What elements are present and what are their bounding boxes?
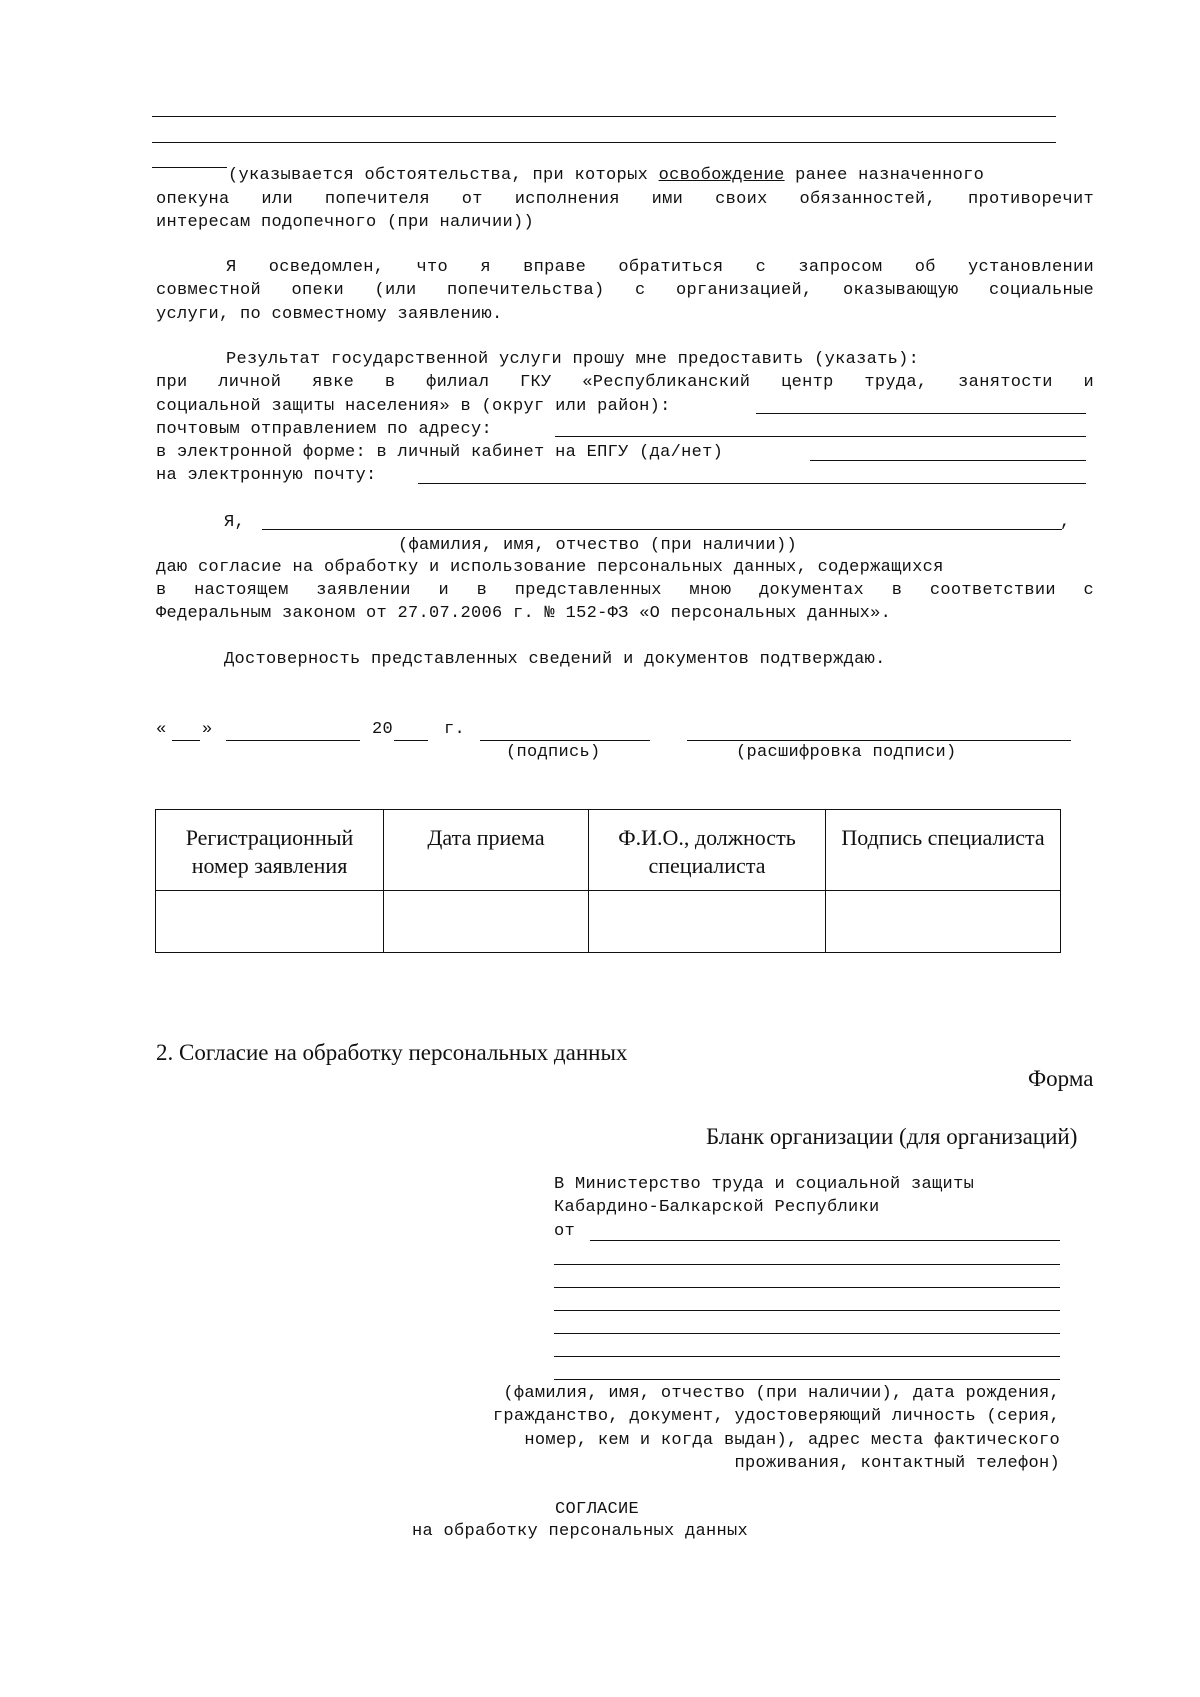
applicant-field[interactable] — [554, 1287, 1060, 1288]
form-label: Форма — [1028, 1066, 1094, 1091]
table-header-cell: Ф.И.О., должность специалиста — [589, 810, 826, 891]
applicant-caption-2: гражданство, документ, удостоверяющий личность (серия, — [492, 1407, 1060, 1426]
postal-address-field[interactable] — [555, 436, 1086, 437]
applicant-field[interactable] — [554, 1356, 1060, 1357]
table-cell[interactable] — [384, 891, 589, 953]
note-line-1 — [228, 166, 984, 185]
applicant-field[interactable] — [590, 1240, 1060, 1241]
signature-decode-caption: (расшифровка подписи) — [736, 743, 957, 762]
table-cell[interactable] — [156, 891, 384, 953]
consent-line-1: даю согласие на обработку и использование персональных данных, содержащихся — [156, 558, 944, 577]
date-open-quote: « — [156, 720, 167, 739]
email-field[interactable] — [418, 483, 1086, 484]
registration-table — [155, 809, 1061, 953]
consent-line-2: в настоящем заявлении и в представленных мною документах в соответствии с — [156, 581, 1094, 600]
year-suffix: г. — [444, 720, 466, 739]
note-underlined-text: освобождение — [658, 166, 785, 185]
applicant-field[interactable] — [554, 1264, 1060, 1265]
from-label: от — [554, 1222, 576, 1241]
consent-ya: Я, — [224, 513, 246, 532]
fio-caption: (фамилия, имя, отчество (при наличии)) — [398, 536, 798, 555]
addressee-line-1: В Министерство труда и социальной защиты — [554, 1175, 975, 1194]
applicant-field[interactable] — [554, 1310, 1060, 1311]
applicant-field[interactable] — [554, 1333, 1060, 1334]
year-field[interactable] — [394, 740, 428, 741]
date-close-quote: » — [202, 720, 213, 739]
fio-field[interactable] — [262, 529, 1062, 530]
result-line-3: социальной защиты населения» в (округ или район): — [156, 397, 671, 416]
blank-line — [152, 142, 1056, 143]
result-line-4: почтовым отправлением по адресу: — [156, 420, 493, 439]
applicant-caption-4: проживания, контактный телефон) — [734, 1454, 1060, 1473]
table-cell[interactable] — [589, 891, 826, 953]
signature-field[interactable] — [480, 740, 650, 741]
result-line-6: на электронную почту: — [156, 466, 377, 485]
consent-subtitle: на обработку персональных данных — [412, 1522, 749, 1541]
applicant-field[interactable] — [554, 1379, 1060, 1380]
epgu-field[interactable] — [810, 460, 1086, 461]
consent-comma: , — [1060, 513, 1071, 532]
table-header-cell: Дата приема — [384, 810, 589, 891]
note-text: ранее назначенного — [784, 166, 985, 185]
joint-line-1: Я осведомлен, что я вправе обратиться с запросом об установлении — [226, 258, 1094, 277]
note-line-2: опекуна или попечителя от исполнения ими своих обязанностей, противоречит — [156, 190, 1094, 209]
blank-line — [152, 116, 1056, 117]
note-line-3: интересам подопечного (при наличии)) — [156, 213, 535, 232]
result-line-5: в электронной форме: в личный кабинет на ЕПГУ (да/нет) — [156, 443, 724, 462]
result-line-1: Результат государственной услуги прошу мне предоставить (указать): — [226, 350, 920, 369]
confirm-line: Достоверность представленных сведений и документов подтверждаю. — [224, 650, 886, 669]
result-line-2: при личной явке в филиал ГКУ «Республиканский центр труда, занятости и — [156, 373, 1094, 392]
section-heading: 2. Согласие на обработку персональных данных — [156, 1040, 628, 1065]
applicant-caption-1: (фамилия, имя, отчество (при наличии), дата рождения, — [503, 1384, 1060, 1403]
table-row — [156, 891, 1061, 953]
district-field[interactable] — [756, 413, 1086, 414]
applicant-caption-3: номер, кем и когда выдан), адрес места фактического — [524, 1431, 1060, 1450]
addressee-line-2: Кабардино-Балкарской Республики — [554, 1198, 880, 1217]
table-header-row — [156, 810, 1061, 891]
org-blank-label: Бланк организации (для организаций) — [706, 1124, 1078, 1149]
table-header-cell: Регистрационный номер заявления — [156, 810, 384, 891]
consent-line-3: Федеральным законом от 27.07.2006 г. № 152-ФЗ «О персональных данных». — [156, 604, 892, 623]
table-cell[interactable] — [826, 891, 1061, 953]
note-text: (указывается обстоятельства, при которых — [228, 166, 659, 185]
month-field[interactable] — [226, 740, 360, 741]
signature-caption: (подпись) — [506, 743, 601, 762]
joint-line-2: совместной опеки (или попечительства) с организацией, оказывающую социальные — [156, 281, 1094, 300]
table-header-cell: Подпись специалиста — [826, 810, 1061, 891]
consent-title: СОГЛАСИЕ — [555, 1500, 640, 1519]
joint-line-3: услуги, по совместному заявлению. — [156, 305, 503, 324]
signature-decode-field[interactable] — [687, 740, 1071, 741]
day-field[interactable] — [172, 740, 200, 741]
blank-line — [152, 167, 227, 168]
year-prefix: 20 — [372, 720, 394, 739]
